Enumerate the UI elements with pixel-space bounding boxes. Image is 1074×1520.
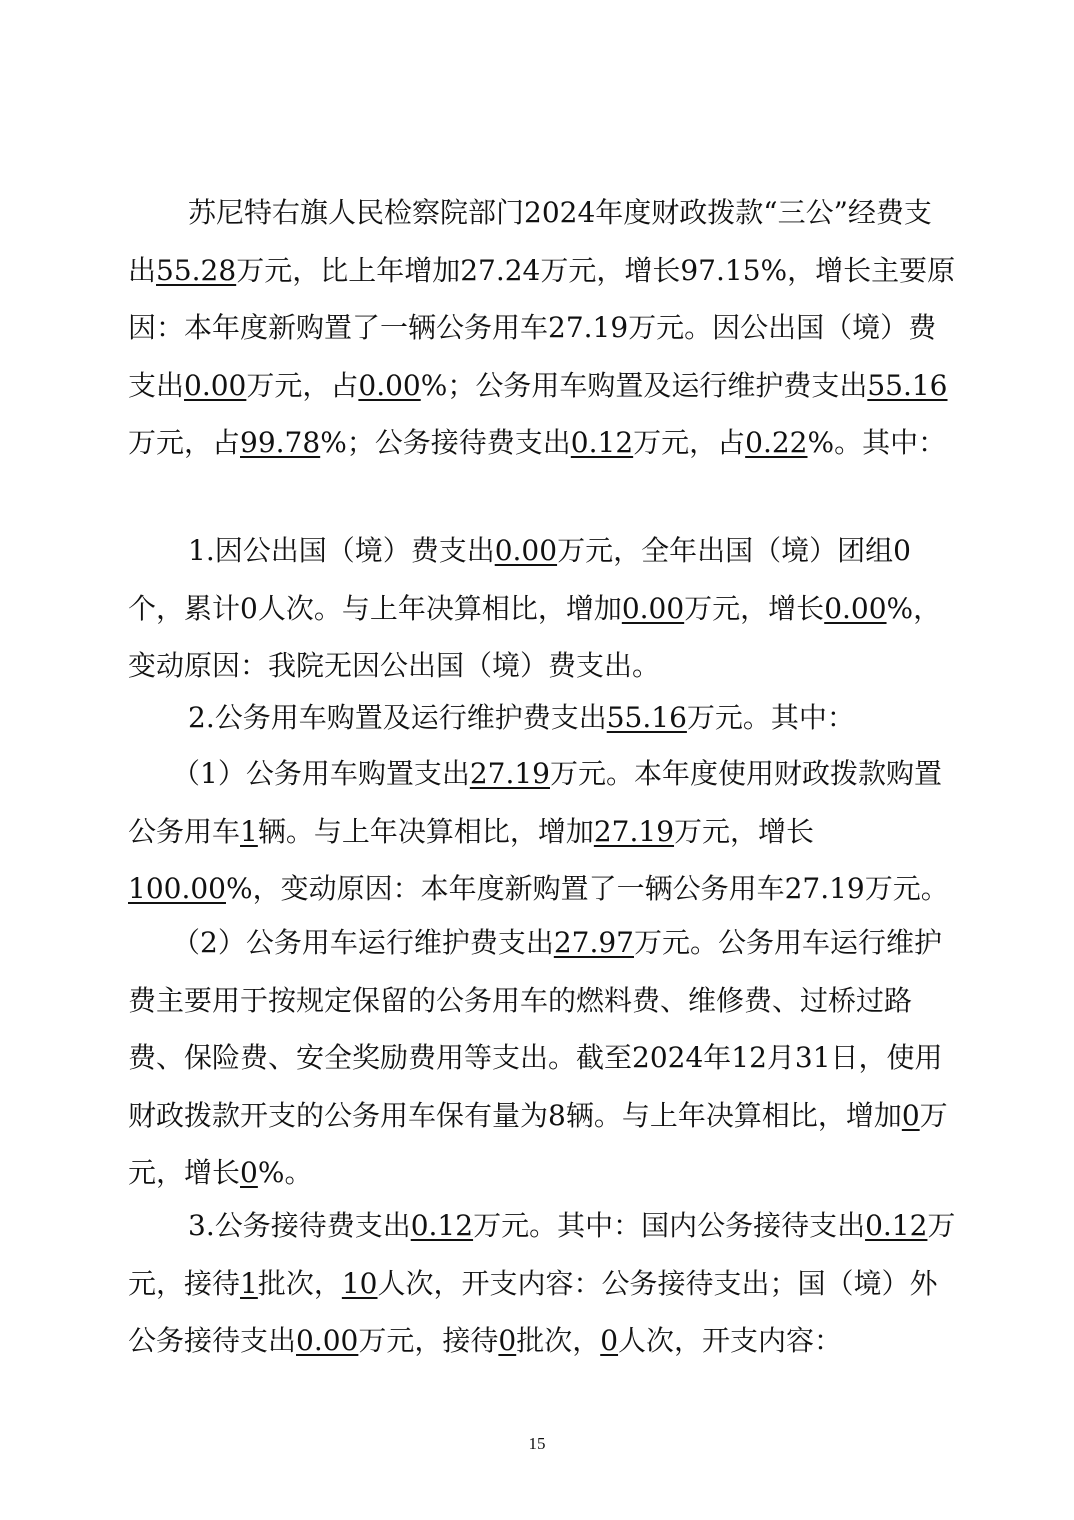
- text-run: %，变动原因：本年度新购置了一辆公务用车27.19万元。: [225, 872, 949, 905]
- underlined-value: 99.78: [240, 426, 321, 459]
- text-run: 万元。公务用车运行维护费主要用于按规定保留的公务用车的燃料费、维修费、过桥过路费、保险费、安全奖励费用等支出。截至2024年12月31日，使用财政拨款开支的公务用车保有量为8辆。与上年决算相比，增加: [128, 926, 943, 1132]
- underlined-value: 27.19: [593, 814, 675, 848]
- underlined-value: 1: [240, 814, 258, 848]
- underlined-value: 0.00: [824, 591, 887, 625]
- paragraph-summary: [128, 184, 958, 472]
- paragraph-vehicle-maintenance: [128, 914, 958, 1202]
- underlined-value: 0.12: [570, 426, 634, 459]
- underlined-value: 0.00: [296, 1324, 359, 1357]
- underlined-value: 0.00: [184, 368, 247, 402]
- underlined-value: 55.16: [867, 368, 948, 402]
- text-run: 1.因公出国（境）费支出: [188, 534, 495, 567]
- text-run: 万元，比上年增加27.24万元，增长97.15%，增长主要原因：本年度新购置了一辆公务用车27.19万元。因公出国（境）费支出: [128, 253, 956, 402]
- text-run: （2）公务用车运行维护费支出: [172, 926, 554, 959]
- text-run: 万元。其中：国内公务接待支出: [473, 1209, 866, 1242]
- text-run: 批次，: [257, 1266, 342, 1300]
- underlined-value: 0: [600, 1324, 619, 1357]
- text-run: 2.公务用车购置及运行维护费支出: [188, 701, 607, 734]
- underlined-value: 100.00: [128, 872, 226, 905]
- paragraph-overseas-expense: [128, 522, 958, 695]
- underlined-value: 0.00: [621, 591, 685, 625]
- underlined-value: 0: [901, 1098, 920, 1132]
- underlined-value: 0.12: [410, 1209, 474, 1242]
- underlined-value: 55.28: [156, 253, 237, 287]
- text-run: %，变动原因：我院无因公出国（境）费支出。: [128, 591, 942, 682]
- underlined-value: 55.16: [606, 701, 687, 734]
- text-run: %；公务用车购置及运行维护费支出: [420, 368, 868, 402]
- text-run: 万元，增长: [674, 814, 815, 848]
- text-run: %。: [257, 1156, 313, 1189]
- underlined-value: 0.12: [865, 1209, 928, 1242]
- underlined-value: 0.22: [745, 426, 808, 459]
- text-run: 人次，开支内容：公务接待支出；国（境）外公务接待支出: [128, 1266, 938, 1357]
- text-run: 万元，占: [128, 426, 241, 459]
- page-number: 15: [528, 1434, 546, 1453]
- paragraph-reception-expense: [128, 1197, 958, 1370]
- text-run: 万元，增长: [128, 1098, 948, 1189]
- text-run: （1）公务用车购置支出: [172, 757, 470, 790]
- text-run: 万元，接待: [128, 1209, 956, 1300]
- text-run: 万元，占: [633, 426, 746, 459]
- text-run: %。其中：: [807, 426, 947, 459]
- text-run: %；公务接待费支出: [320, 426, 571, 459]
- underlined-value: 1: [240, 1266, 258, 1300]
- underlined-value: 10: [341, 1266, 378, 1300]
- underlined-value: 0: [498, 1324, 517, 1357]
- text-run: 3.公务接待费支出: [188, 1209, 411, 1242]
- paragraph-vehicle-purchase: [128, 745, 958, 918]
- text-run: 批次，: [516, 1324, 601, 1357]
- text-run: 万元。其中：: [686, 701, 855, 734]
- text-run: 辆。与上年决算相比，增加: [257, 814, 594, 848]
- text-run: 万元。本年度使用财政拨款购置公务用车: [128, 757, 943, 848]
- underlined-value: 0.00: [494, 534, 558, 567]
- text-run: 万元，增长: [684, 591, 825, 625]
- text-run: 苏尼特右旗人民检察院部门2024年度财政拨款“三公”经费支出: [128, 196, 932, 287]
- text-run: 万元，全年出国（境）团组0个，累计0人次。与上年决算相比，增加: [128, 534, 911, 625]
- text-run: 万元，占: [246, 368, 359, 402]
- underlined-value: 27.97: [553, 926, 634, 959]
- underlined-value: 0.00: [358, 368, 421, 402]
- underlined-value: 0: [240, 1156, 258, 1189]
- paragraph-vehicle-expense: [128, 689, 958, 747]
- text-run: 万元，接待: [358, 1324, 499, 1357]
- text-run: 人次，开支内容：: [618, 1324, 843, 1357]
- underlined-value: 27.19: [469, 757, 550, 790]
